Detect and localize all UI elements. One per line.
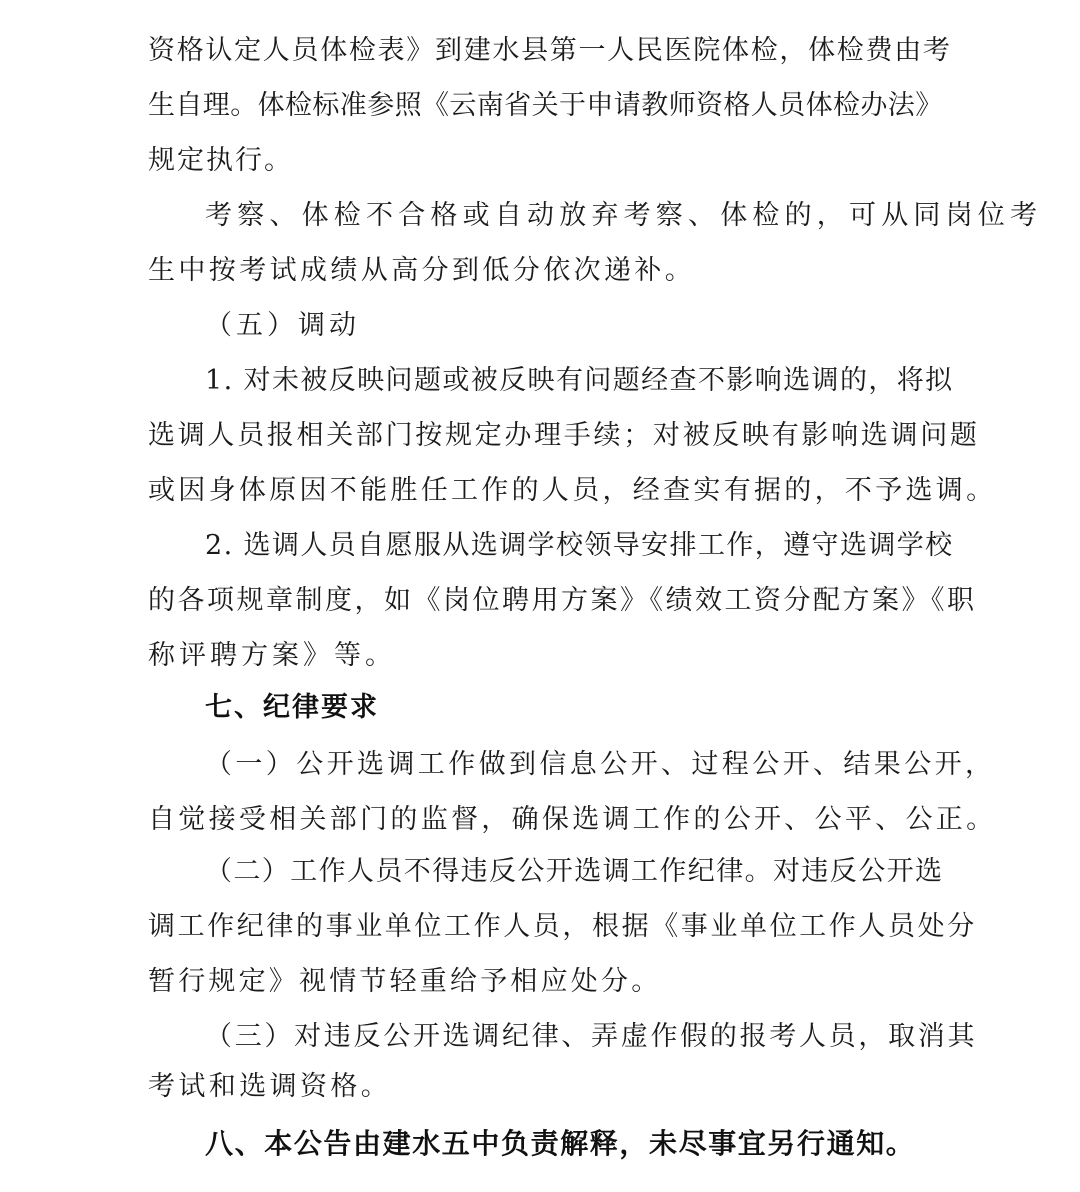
paragraph-line: （三）对违反公开选调纪律、弄虚作假的报考人员，取消其: [205, 1021, 978, 1052]
section-heading: 七、纪律要求: [205, 692, 379, 723]
paragraph-line: 调工作纪律的事业单位工作人员，根据《事业单位工作人员处分: [148, 911, 977, 942]
paragraph-line: 暂行规定》视情节轻重给予相应处分。: [148, 966, 662, 997]
paragraph-line: 选调人员报相关部门按规定办理手续；对被反映有影响选调问题: [148, 420, 980, 451]
section-heading: 八、本公告由建水五中负责解释，未尽事宜另行通知。: [205, 1127, 916, 1160]
paragraph-line: 规定执行。: [148, 145, 293, 176]
paragraph-line: 或因身体原因不能胜任工作的人员，经查实有据的，不予选调。: [148, 475, 997, 506]
paragraph-line: 2. 选调人员自愿服从选调学校领导安排工作，遵守选调学校: [205, 530, 954, 561]
paragraph-line: 资格认定人员体检表》到建水县第一人民医院体检，体检费由考: [148, 35, 952, 66]
paragraph-line: 考察、体检不合格或自动放弃考察、体检的，可从同岗位考: [205, 200, 1043, 231]
paragraph-line: 1. 对未被反映问题或被反映有问题经查不影响选调的，将拟: [205, 365, 954, 396]
paragraph-line: 考试和选调资格。: [148, 1071, 392, 1102]
paragraph-line: （二）工作人员不得违反公开选调工作纪律。对违反公开选: [205, 856, 944, 887]
paragraph-line: 的各项规章制度，如《岗位聘用方案》《绩效工资分配方案》《职: [148, 585, 977, 616]
paragraph-line: 生中按考试成绩从高分到低分依次递补。: [148, 255, 696, 286]
paragraph-line: 自觉接受相关部门的监督，确保选调工作的公开、公平、公正。: [148, 804, 997, 835]
subsection-heading: （五）调动: [205, 310, 360, 341]
paragraph-line: （一）公开选调工作做到信息公开、过程公开、结果公开，: [205, 749, 996, 780]
paragraph-line: 生自理。体检标准参照《云南省关于申请教师资格人员体检办法》: [148, 90, 943, 121]
paragraph-line: 称评聘方案》等。: [148, 640, 396, 671]
